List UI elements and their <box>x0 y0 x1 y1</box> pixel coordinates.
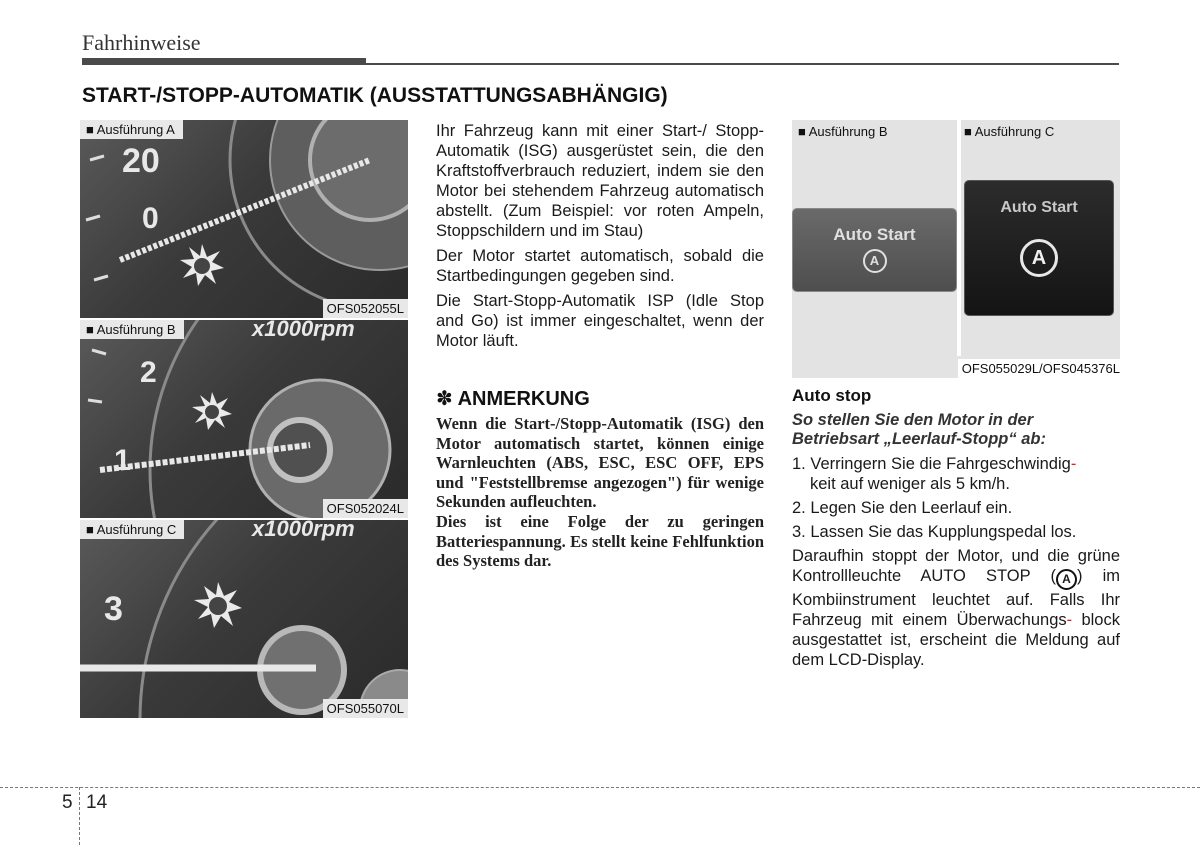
intro-paragraph-2: Der Motor startet automatisch, sobald die Startbedingungen gegeben sind. <box>436 247 764 285</box>
display-divider <box>957 120 961 356</box>
gauge-image-a <box>80 120 408 318</box>
result-text-a: Daraufhin stoppt der Motor, und die grüne Kontrollleuchte AUTO STOP ( <box>792 547 1120 585</box>
isg-indicator-icon <box>180 244 224 286</box>
display-tag-c: ■ Ausführung C <box>964 124 1055 139</box>
gauge-b-drawing <box>80 320 408 518</box>
isg-indicator-icon <box>192 392 232 430</box>
section-title: START-/STOPP-AUTOMATIK (AUSSTATTUNGSABHÄNGIG) <box>82 84 668 107</box>
step-1-hyphen: - <box>1070 455 1077 473</box>
footer-divider <box>79 787 80 845</box>
gauge-b-unit: x1000rpm <box>252 320 355 341</box>
display-code: OFS055029L/OFS045376L <box>958 359 1120 378</box>
gauge-b-tag: ■ Ausführung B <box>80 320 184 339</box>
chapter-title: Fahrhinweise <box>82 30 201 55</box>
lcd-b-label: Auto Start <box>833 225 916 244</box>
step-3: 3. Lassen Sie das Kupplungspedal los. <box>792 523 1077 541</box>
intro-text <box>436 121 764 356</box>
gauge-image-c <box>80 520 408 718</box>
gauge-a-code: OFS052055L <box>323 299 408 318</box>
gauge-b-number-2: 2 <box>140 356 157 389</box>
display-tag-b: ■ Ausführung B <box>798 124 888 139</box>
note-body <box>436 414 764 571</box>
step-1-text-b: keit auf weniger als 5 km/h. <box>810 475 1010 493</box>
gauge-c-number-3: 3 <box>104 590 123 628</box>
display-image <box>792 120 1120 378</box>
auto-stop-intro: So stellen Sie den Motor in der Betriebsart „Leerlauf-Stopp“ ab: <box>792 411 1046 448</box>
lcd-c-label: Auto Start <box>1000 199 1078 216</box>
gauge-image-b <box>80 320 408 518</box>
note-paragraph-1: Wenn die Start-/Stopp-Automatik (ISG) den Motor automatisch startet, können einige Warnleuchten (ABS, ESC, ESC OFF, EPS und "Feststellbremse angezogen") für wenige Sekunden aufleuchten. <box>436 414 764 512</box>
result-hyphen: - <box>1066 611 1073 629</box>
result-text-c: block ausgestattet ist, erscheint die Meldung auf dem LCD-Display. <box>792 611 1120 669</box>
auto-stop-result <box>792 546 1120 670</box>
gauge-b-code: OFS052024L <box>323 499 408 518</box>
page-chapter-number: 5 <box>62 792 73 813</box>
intro-paragraph-3: Die Start-Stopp-Automatik ISP (Idle Stop and Go) ist immer eingeschaltet, wenn der Motor läuft. <box>436 292 764 350</box>
header-rule-thin <box>366 63 1119 65</box>
gauge-a-tag: ■ Ausführung A <box>80 120 183 139</box>
gauge-c-unit: x1000rpm <box>252 520 355 541</box>
auto-stop-steps <box>792 454 1120 670</box>
note-heading: ✽ ANMERKUNG <box>436 388 590 410</box>
result-text-b: ) im Kombiinstrument leuchtet auf. Falls Ihr Fahrzeug mit einem Überwachungs <box>792 567 1120 629</box>
auto-stop-heading: Auto stop <box>792 386 872 405</box>
step-1 <box>792 454 1120 494</box>
gauge-c-drawing <box>80 520 408 718</box>
auto-start-icon: A <box>863 249 887 273</box>
isg-indicator-icon <box>194 582 242 628</box>
gauge-a-number-0: 0 <box>142 202 159 235</box>
lcd-display-b <box>792 208 957 292</box>
intro-paragraph-1: Ihr Fahrzeug kann mit einer Start-/ Stopp-Automatik (ISG) ausgerüstet sein, die den Kraftstoffverbrauch reduziert, indem sie den Motor bei stehendem Fahrzeug automatisch abstellt. (Zum Beispiel: vor roten Ampeln, Stoppschildern und im Stau) <box>436 122 764 240</box>
gauge-c-tag: ■ Ausführung C <box>80 520 184 539</box>
gauge-a-number-20: 20 <box>122 142 160 180</box>
lcd-display-c <box>964 180 1114 316</box>
page-number: 14 <box>86 792 108 813</box>
auto-start-icon: A <box>1020 239 1058 277</box>
step-1-text-a: 1. Verringern Sie die Fahrgeschwindig <box>792 455 1071 473</box>
note-paragraph-2: Dies ist eine Folge der zu geringen Batteriespannung. Es stellt keine Fehlfunktion des Systems dar. <box>436 511 764 571</box>
gauge-c-code: OFS055070L <box>323 699 408 718</box>
step-2: 2. Legen Sie den Leerlauf ein. <box>792 499 1013 517</box>
auto-stop-indicator-icon: A <box>1056 569 1077 590</box>
gauge-b-number-1: 1 <box>114 444 131 477</box>
header-rule-thick <box>82 58 366 65</box>
footer-rule <box>0 787 1200 788</box>
